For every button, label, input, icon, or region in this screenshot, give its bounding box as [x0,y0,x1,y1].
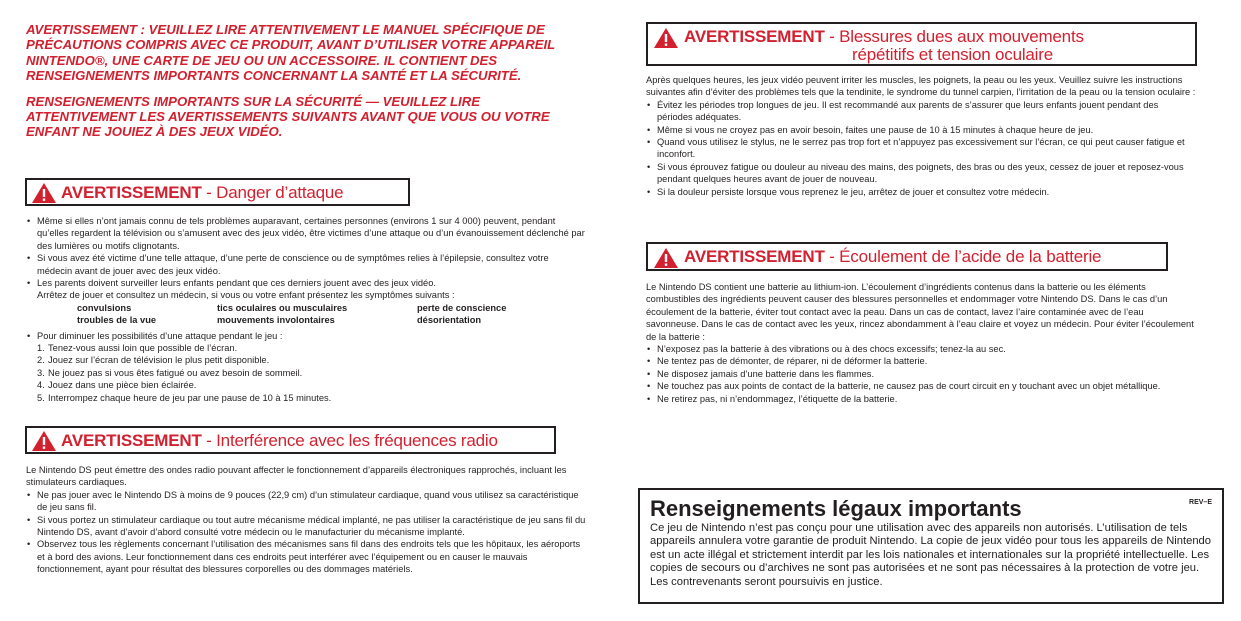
list-item: • Pour diminuer les possibilités d’une attaque pendant le jeu : [27,330,283,341]
intro-paragraph-1: AVERTISSEMENT : VEUILLEZ LIRE ATTENTIVEMENT LE MANUEL SPÉCIFIQUE DE PRÉCAUTIONS COMPRIS AVEC CE PRODUIT, AVANT D’UTILISER VOTRE APPAREIL NINTENDO®, UNE CARTE DE JEU OU UN ACCESSOIRE. IL CONTIENT DES RENSEIGNEMENTS IMPORTANTS CONCERNANT LA SANTÉ ET LA SÉCURITÉ. [26,22,555,84]
list-item: • Ne disposez jamais d’une batterie dans les flammes. [647,368,875,379]
list-item: 4. Jouez dans une pièce bien éclairée. [37,380,197,391]
list-item: • Si vous avez été victime d’une telle attaque, d’une perte de conscience ou de symptômes relies à l’épilepsie, consultez votre médecin avant de jouer avec des jeux vidéo. [27,253,549,276]
battery-warning-box [646,242,1168,271]
warning-triangle-icon [653,27,679,49]
list-item: • Quand vous utilisez le stylus, ne le serrez pas trop fort et n’appuyez pas excessivement sur l’écran, ce qui peut causer fatigue et inconfort. [647,137,1185,160]
legal-text: Ce jeu de Nintendo n’est pas conçu pour une utilisation avec des appareils non autorisés. L’utilisation de tels appareils annulera votre garantie de produit Nintendo. La copie de jeux vidéo pour tous les appareils de Nintendo est un acte illégal et strictement interdit par les lois nationales et internationales sur la propriété intellectuelle. Les copies de secours ou d’archives ne sont pas autorisées et ne sont pas nécessaires à la protection de votre jeu. Les contrevenants seront poursuivis en justice. [650,522,1211,588]
list-item: • Même si elles n’ont jamais connu de tels problèmes auparavant, certaines personnes (environs 1 sur 4 000) peuvent, pendant qu’elles regardent la télévision ou s’amusent avec des jeux vidéo, être victimes d’une attaque ou d’un évanouissement déclenché par des lumières ou motifs clignotants. [27,216,585,251]
repetitive-intro: Après quelques heures, les jeux vidéo peuvent irriter les muscles, les poignets, la peau ou les yeux. Veuillez suivre les instructions suivantes afin d’éviter des problèmes tels que la tendinite, le syndrome du tunnel carpien, l’irritation de la peau ou la tension oculaire : [646,75,1196,98]
list-item: • Les parents doivent surveiller leurs enfants pendant que ces derniers jouent avec des jeux vidéo. Arrêtez de jouer et consultez un médecin, si vous ou votre enfant présentez les symptômes suivants : convulsions tics oculaires ou musculaires perte de conscience troubles de la vue mouvements involontaires désorientation [26,277,586,327]
radio-warning-body [26,464,586,576]
list-item: • Ne retirez pas, ni n’endommagez, l’étiquette de la batterie. [647,393,898,404]
repetitive-warning-title: AVERTISSEMENT - Blessures dues aux mouvements [684,27,1084,46]
seizure-warning-body [26,215,586,404]
intro-warning [26,22,591,150]
list-item: • Si vous éprouvez fatigue ou douleur au niveau des mains, des poignets, des bras ou des yeux, cessez de jouer et reposez-vous pendant quelques heures avant de jouer de nouveau. [647,161,1184,185]
warning-triangle-icon [653,247,679,269]
radio-warning-box [25,426,556,454]
warning-triangle-icon [31,182,57,204]
radio-intro: Le Nintendo DS peut émettre des ondes radio pouvant affecter le fonctionnement d’appareils électroniques rapprochés, incluant les stimulateurs cardiaques. [26,465,567,488]
list-item: • Même si vous ne croyez pas en avoir besoin, faites une pause de 10 à 15 minutes à chaque heure de jeu. [647,124,1094,135]
list-item: • Observez tous les règlements concernant l’utilisation des mécanismes sans fil dans des endroits tels que les hôpitaux, les aéroports et à bord des avions. Leur fonctionnement dans ces endroits peut interférer avec l’équipement ou en causer le mauvais fonctionnement, ayant pour résultat des blessures corporelles ou des dommages matériels. [27,539,581,575]
warning-triangle-icon [31,430,57,452]
list-item: • Ne tentez pas de démonter, de réparer, ni de déformer la batterie. [647,356,928,367]
list-item: 5. Interrompez chaque heure de jeu par une pause de 10 à 15 minutes. [37,392,332,403]
repetitive-warning-box [646,22,1197,66]
symptom-list: convulsions tics oculaires ou musculaires perte de conscience troubles de la vue mouvements involontaires désorientation [77,302,507,326]
battery-warning-body [646,281,1196,405]
legal-title: Renseignements légaux importants [650,496,1022,521]
battery-intro: Le Nintendo DS contient une batterie au lithium-ion. L’écoulement d’ingrédients contenus dans la batterie ou les éléments combustibles des ingrédients peuvent causer des blessures personnelles et endommager votre Nintendo DS. Dans le cas d’un écoulement de la batterie, éviter tout contact avec la peau. Dans un cas de contact, lavez l’aire contaminée avec de l’eau savonneuse. Dans le cas de contact avec les yeux, rincez abondamment à l’eau claire et voyez un médecin. Pour éviter l’écoulement de la batterie : [646,282,1194,342]
list-item: • Évitez les périodes trop longues de jeu. Il est recommandé aux parents de s’assurer que leurs enfants jouent pendant des périodes adéquates. [647,99,1159,123]
list-item: 3. Ne jouez pas si vous êtes fatigué ou avez besoin de sommeil. [37,367,303,378]
list-item: • N’exposez pas la batterie à des vibrations ou à des chocs excessifs; tenez-la au sec. [647,344,1006,355]
list-item: • Si la douleur persiste lorsque vous reprenez le jeu, arrêtez de jouer et consultez votre médecin. [647,186,1050,197]
battery-warning-title: AVERTISSEMENT - Écoulement de l’acide de la batterie [684,247,1102,266]
list-item: 1. Tenez-vous aussi loin que possible de l’écran. [37,343,238,354]
list-item: 2. Jouez sur l’écran de télévision le plus petit disponible. [37,355,270,366]
seizure-warning-box [25,178,410,206]
list-item: • Ne touchez pas aux points de contact de la batterie, ne causez pas de court circuit en y touchant avec un objet métallique. [647,381,1161,392]
list-item: • Ne pas jouer avec le Nintendo DS à moins de 9 pouces (22,9 cm) d’un stimulateur cardiaque, quand vous utilisez sa caractéristique de jeu sans fil. [27,489,579,513]
repetitive-warning-title-line2: répétitifs et tension oculaire [852,45,1053,64]
intro-paragraph-2: RENSEIGNEMENTS IMPORTANTS SUR LA SÉCURITÉ — VEUILLEZ LIRE ATTENTIVEMENT LES AVERTISSEMENTS SUIVANTS AVANT QUE VOUS OU VOTRE ENFANT NE JOUIEZ À DES JEUX VIDÉO. [26,93,550,140]
radio-warning-title: AVERTISSEMENT - Interférence avec les fréquences radio [61,431,498,450]
revision-code: REV–E [1189,499,1212,506]
legal-info-box [638,488,1224,604]
list-item: • Si vous portez un stimulateur cardiaque ou tout autre mécanisme médical implanté, ne pas utiliser la caractéristique de jeu sans fil du Nintendo DS, avant d’avoir d’abord consulté votre médecin ou le manufacturier du mécanisme implanté. [27,514,586,538]
repetitive-warning-body [646,74,1196,198]
seizure-warning-title: AVERTISSEMENT - Danger d’attaque [61,183,344,202]
